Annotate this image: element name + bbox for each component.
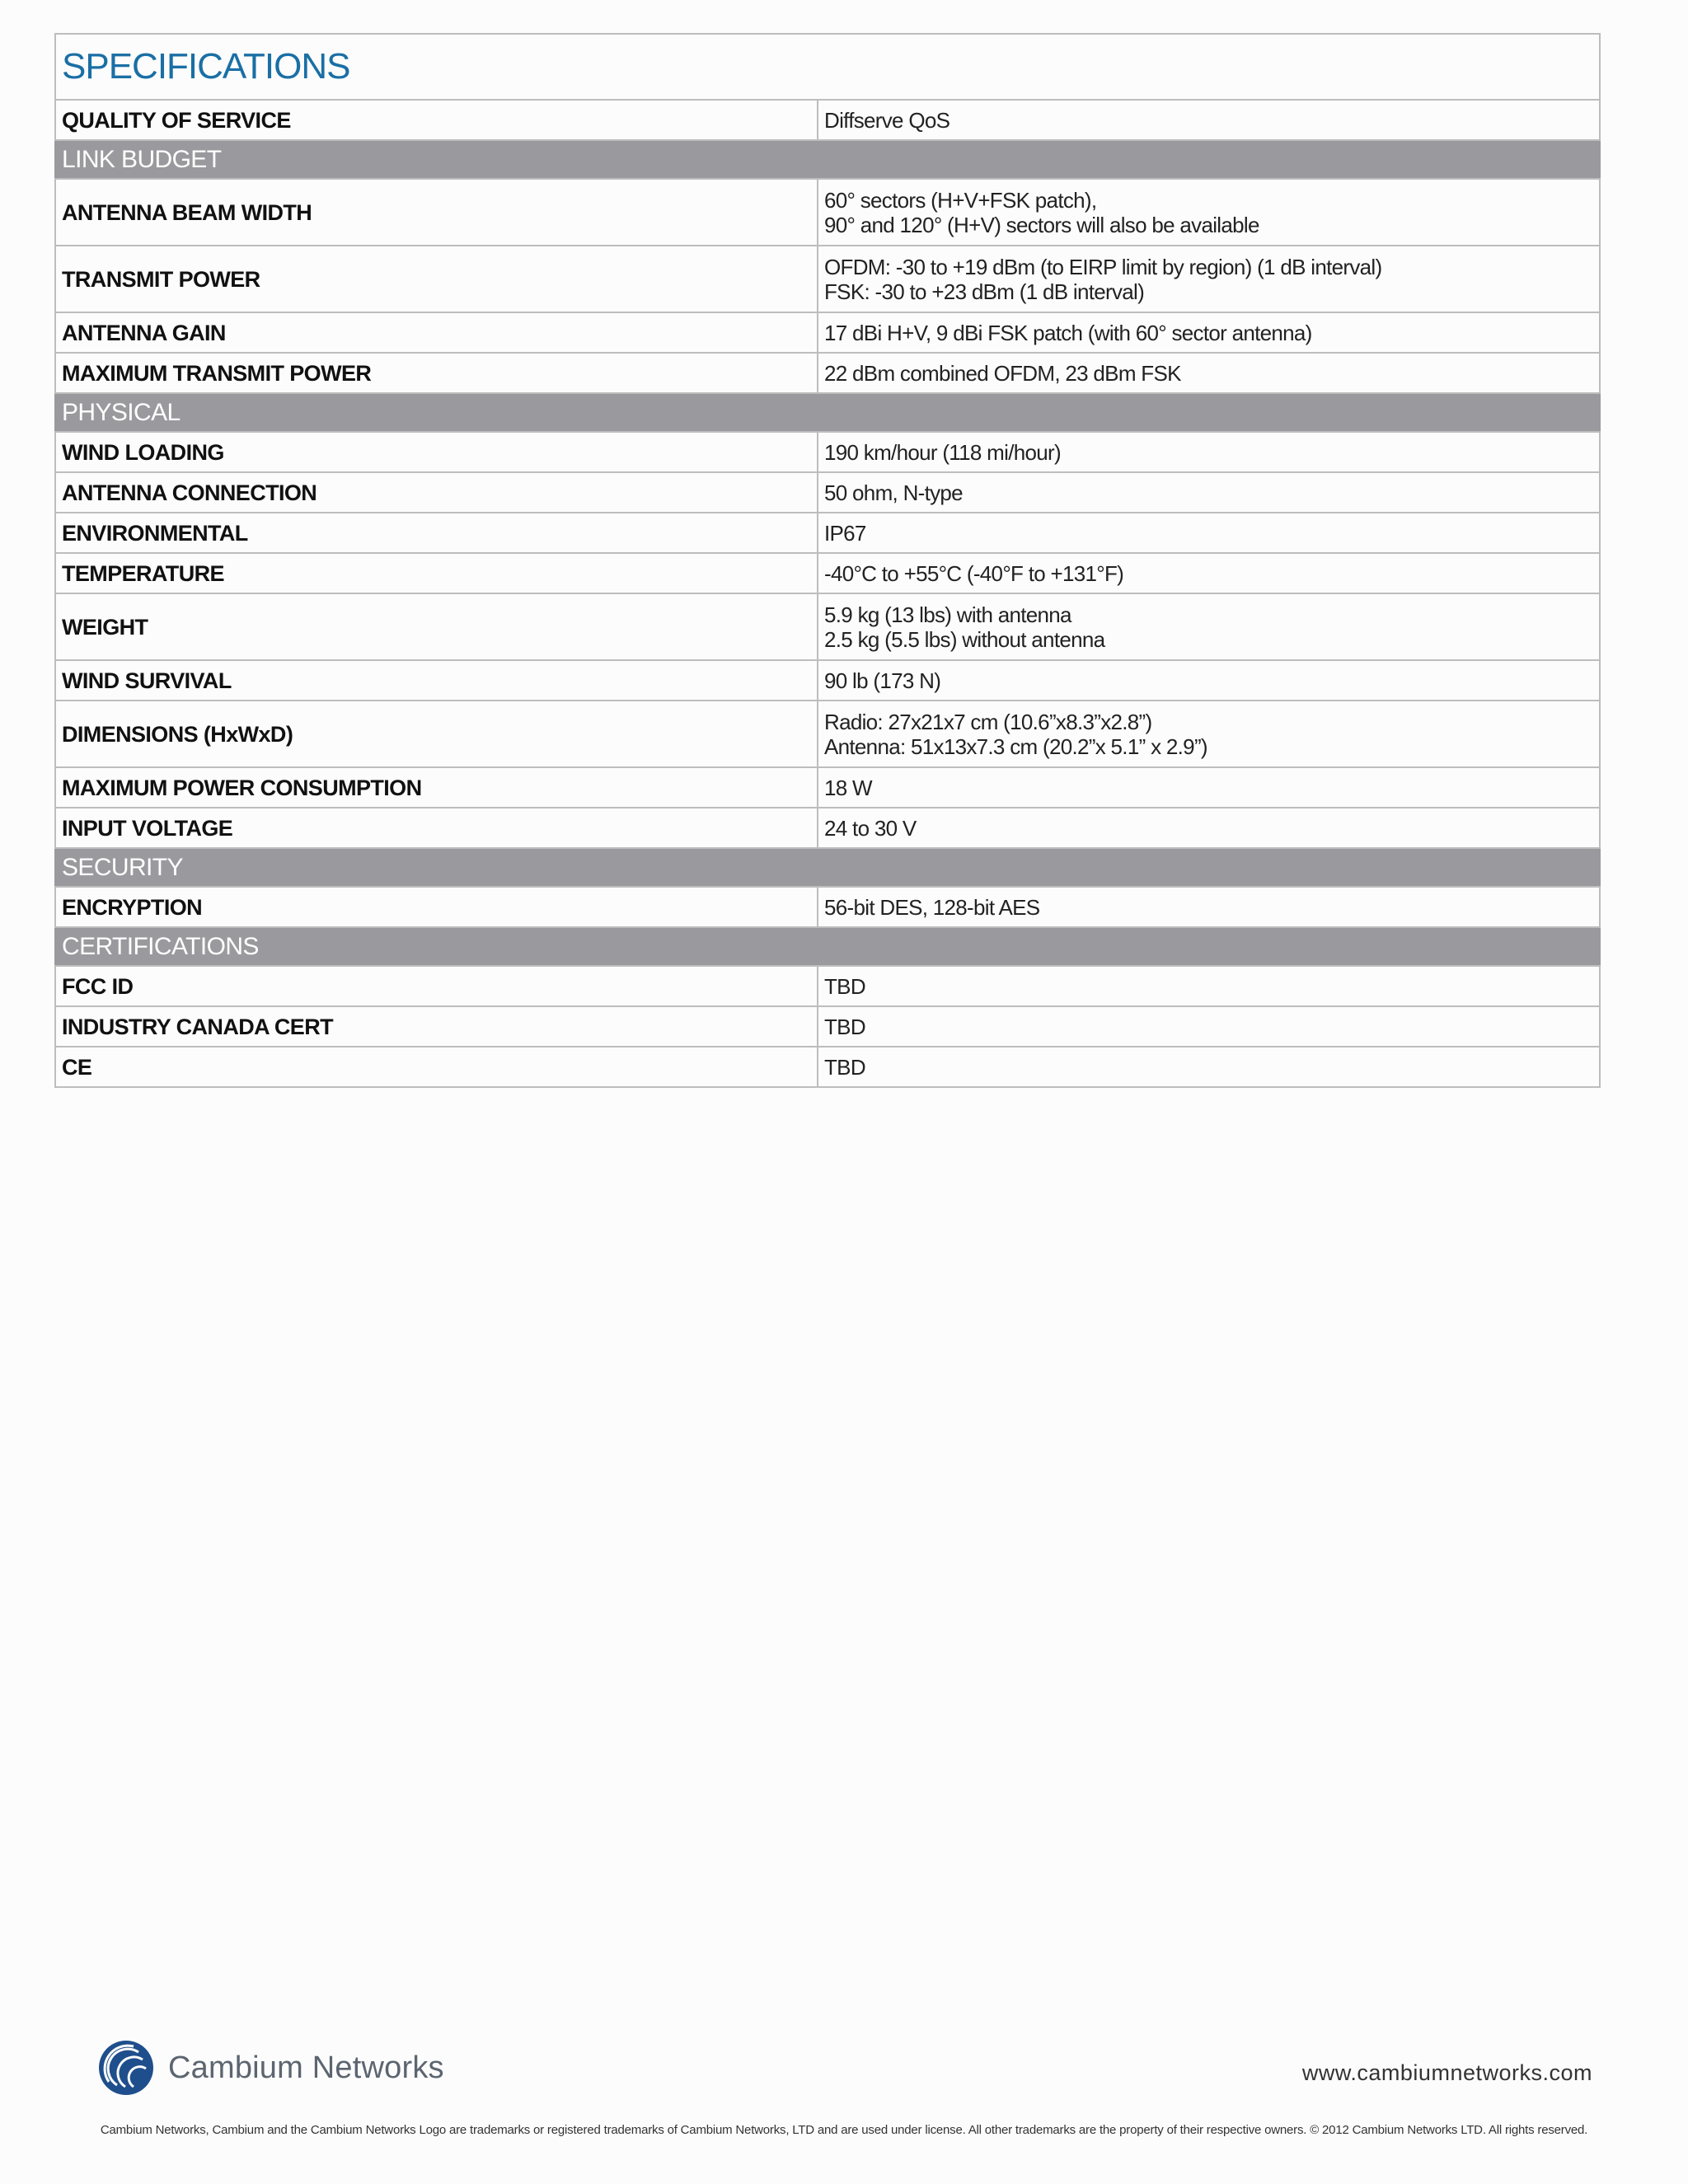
section-header-row xyxy=(55,927,1600,966)
spec-value xyxy=(818,179,1600,246)
spec-row xyxy=(55,353,1600,393)
spec-value-line: 5.9 kg (13 lbs) with antenna xyxy=(824,602,1071,627)
spec-value-line: 190 km/hour (118 mi/hour) xyxy=(824,439,1061,465)
spec-value-line: 2.5 kg (5.5 lbs) without antenna xyxy=(824,626,1105,652)
spec-label: QUALITY OF SERVICE xyxy=(55,100,818,140)
spec-label: WEIGHT xyxy=(55,593,818,660)
page-title: SPECIFICATIONS xyxy=(55,34,1600,100)
spec-value xyxy=(818,887,1600,927)
spec-value xyxy=(818,553,1600,593)
spec-row xyxy=(55,808,1600,848)
spec-value-line: Radio: 27x21x7 cm (10.6”x8.3”x2.8”) xyxy=(824,709,1152,734)
spec-value-line: -40°C to +55°C (-40°F to +131°F) xyxy=(824,560,1124,586)
spec-value xyxy=(818,593,1600,660)
spec-value xyxy=(818,1047,1600,1087)
spec-row xyxy=(55,701,1600,767)
spec-label: CE xyxy=(55,1047,818,1087)
brand-name: Cambium Networks xyxy=(168,2050,444,2085)
specifications-table xyxy=(54,33,1601,1088)
spec-value xyxy=(818,472,1600,513)
spec-label: DIMENSIONS (HxWxD) xyxy=(55,701,818,767)
spec-label: WIND LOADING xyxy=(55,432,818,472)
spec-row xyxy=(55,100,1600,140)
spec-value xyxy=(818,312,1600,353)
spec-value-line: 90° and 120° (H+V) sectors will also be available xyxy=(824,212,1259,237)
spec-label: ANTENNA GAIN xyxy=(55,312,818,353)
spec-value-line: TBD xyxy=(824,1014,865,1039)
spec-value-line: Diffserve QoS xyxy=(824,107,950,133)
spec-value-line: 18 W xyxy=(824,775,872,800)
spec-row xyxy=(55,593,1600,660)
spec-value-line: 90 lb (173 N) xyxy=(824,668,941,693)
specifications-body xyxy=(55,34,1600,1087)
spec-value xyxy=(818,767,1600,808)
spec-label: ANTENNA BEAM WIDTH xyxy=(55,179,818,246)
spec-value xyxy=(818,513,1600,553)
spec-value xyxy=(818,100,1600,140)
spec-label: MAXIMUM POWER CONSUMPTION xyxy=(55,767,818,808)
spec-label: ANTENNA CONNECTION xyxy=(55,472,818,513)
section-header: PHYSICAL xyxy=(55,393,1600,432)
spec-value-line: IP67 xyxy=(824,520,866,546)
spec-value xyxy=(818,353,1600,393)
legal-notice: Cambium Networks, Cambium and the Cambium Networks Logo are trademarks or registered trademarks of Cambium Networks, LTD and are used under license. All other trademarks are the property of their respective owners. © 2012 Cambium Networks LTD. All rights reserved. xyxy=(100,2123,1588,2137)
spec-value-line: 56-bit DES, 128-bit AES xyxy=(824,894,1040,920)
spec-row xyxy=(55,1006,1600,1047)
section-header-row xyxy=(55,140,1600,179)
spec-value-line: OFDM: -30 to +19 dBm (to EIRP limit by region) (1 dB interval) xyxy=(824,254,1382,279)
website-url[interactable]: www.cambiumnetworks.com xyxy=(1301,2060,1592,2085)
spec-label: INPUT VOLTAGE xyxy=(55,808,818,848)
section-header: LINK BUDGET xyxy=(55,140,1600,179)
spec-value-line: 22 dBm combined OFDM, 23 dBm FSK xyxy=(824,360,1181,386)
spec-value-line: 60° sectors (H+V+FSK patch), xyxy=(824,187,1097,213)
spec-value-line: Antenna: 51x13x7.3 cm (20.2”x 5.1” x 2.9”) xyxy=(824,733,1207,759)
spec-row xyxy=(55,1047,1600,1087)
spec-value-line: FSK: -30 to +23 dBm (1 dB interval) xyxy=(824,279,1145,304)
spec-row xyxy=(55,513,1600,553)
spec-value-line: 17 dBi H+V, 9 dBi FSK patch (with 60° sector antenna) xyxy=(824,320,1312,345)
section-header: CERTIFICATIONS xyxy=(55,927,1600,966)
spec-label: ENCRYPTION xyxy=(55,887,818,927)
spec-value xyxy=(818,432,1600,472)
spec-value-line: TBD xyxy=(824,973,865,999)
spec-label: ENVIRONMENTAL xyxy=(55,513,818,553)
spec-row xyxy=(55,660,1600,701)
spec-value xyxy=(818,246,1600,312)
spec-value-line: TBD xyxy=(824,1054,865,1080)
spec-row xyxy=(55,472,1600,513)
section-header-row xyxy=(55,393,1600,432)
section-header: SECURITY xyxy=(55,848,1600,887)
spec-row xyxy=(55,179,1600,246)
spec-label: FCC ID xyxy=(55,966,818,1006)
spec-row xyxy=(55,887,1600,927)
spec-label: TEMPERATURE xyxy=(55,553,818,593)
spec-value xyxy=(818,701,1600,767)
spec-label: WIND SURVIVAL xyxy=(55,660,818,701)
spec-row xyxy=(55,553,1600,593)
spec-label: INDUSTRY CANADA CERT xyxy=(55,1006,818,1047)
spec-value xyxy=(818,808,1600,848)
spec-label: MAXIMUM TRANSMIT POWER xyxy=(55,353,818,393)
spec-label: TRANSMIT POWER xyxy=(55,246,818,312)
section-header-row xyxy=(55,848,1600,887)
spec-row xyxy=(55,312,1600,353)
spec-row xyxy=(55,966,1600,1006)
spec-value-line: 24 to 30 V xyxy=(824,815,917,841)
cambium-logo-icon xyxy=(97,2039,155,2097)
spec-row xyxy=(55,767,1600,808)
cambium-logo xyxy=(97,2039,444,2097)
spec-row xyxy=(55,246,1600,312)
spec-row xyxy=(55,432,1600,472)
spec-value xyxy=(818,1006,1600,1047)
spec-value xyxy=(818,966,1600,1006)
spec-value xyxy=(818,660,1600,701)
table-title-row xyxy=(55,34,1600,100)
spec-value-line: 50 ohm, N-type xyxy=(824,480,963,505)
